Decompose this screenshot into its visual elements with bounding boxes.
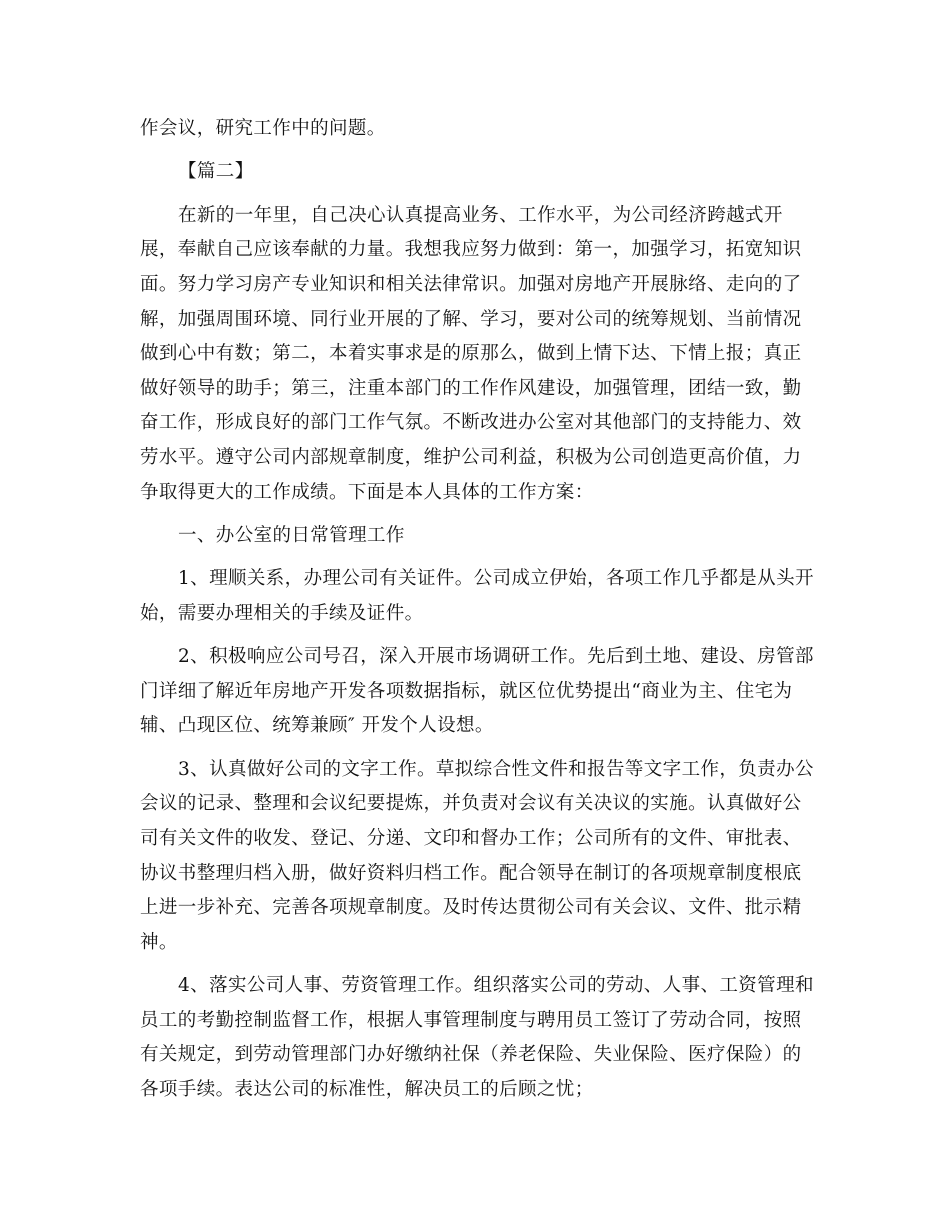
item-1: [140, 562, 812, 631]
text-line: 各项手续。表达公司的标准性，解决员工的后顾之忧；: [140, 1079, 594, 1101]
text-line: 始，需要办理相关的手续及证件。: [140, 602, 424, 624]
text-line: 会议的记录、整理和会议纪要提炼，并负责对会议有关决议的实施。认真做好公: [140, 793, 802, 815]
text-line: 做到心中有数；第二，本着实事求是的原那么，做到上情下达、下情上报；真正: [140, 343, 802, 365]
text-line: 劳水平。遵守公司内部规章制度，维护公司利益，积极为公司创造更高价值，力: [140, 446, 802, 468]
text-line: 员工的考勤控制监督工作，根据人事管理制度与聘用员工签订了劳动合同，按照: [140, 1009, 802, 1031]
text-line: 3、认真做好公司的文字工作。草拟综合性文件和报告等文字工作，负责办公: [178, 758, 814, 780]
text-line: 2、积极响应公司号召，深入开展市场调研工作。先后到土地、建设、房管部: [178, 646, 814, 668]
subheading-office-management: [140, 519, 812, 554]
item-3: [140, 753, 812, 961]
text-line: 4、落实公司人事、劳资管理工作。组织落实公司的劳动、人事、工资管理和: [178, 975, 814, 997]
text-line: 辅、凸现区位、统筹兼顾″ 开发个人设想。: [140, 715, 494, 737]
section-heading: [140, 155, 812, 190]
item-4: [140, 969, 812, 1107]
text-line: 司有关文件的收发、登记、分递、文印和督办工作；公司所有的文件、审批表、: [140, 828, 802, 850]
text-line: 做好领导的助手；第三，注重本部门的工作作风建设，加强管理，团结一致，勤: [140, 377, 802, 399]
text-line: 门详细了解近年房地产开发各项数据指标，就区位优势提出“商业为主、住宅为: [140, 680, 793, 702]
paragraph-continuation: [140, 112, 812, 147]
text-line: 作会议，研究工作中的问题。: [140, 118, 386, 139]
text-line: 争取得更大的工作成绩。下面是本人具体的工作方案：: [140, 481, 594, 503]
item-2: [140, 640, 812, 744]
text-line: 神。: [140, 931, 178, 953]
text-line: 展，奉献自己应该奉献的力量。我想我应努力做到：第一，加强学习，拓宽知识: [140, 239, 802, 261]
subheading-text: 一、办公室的日常管理工作: [178, 524, 405, 546]
text-line: 1、理顺关系，办理公司有关证件。公司成立伊始，各项工作几乎都是从头开: [178, 568, 814, 590]
text-line: 奋工作，形成良好的部门工作气氛。不断改进办公室对其他部门的支持能力、效: [140, 412, 802, 434]
text-line: 有关规定，到劳动管理部门办好缴纳社保（养老保险、失业保险、医疗保险）的: [140, 1044, 802, 1066]
text-line: 协议书整理归档入册，做好资料归档工作。配合领导在制订的各项规章制度根底: [140, 862, 802, 884]
paragraph-intro: [140, 199, 812, 510]
text-line: 在新的一年里，自己决心认真提高业务、工作水平，为公司经济跨越式开: [178, 204, 783, 226]
text-line: 面。努力学习房产专业知识和相关法律常识。加强对房地产开展脉络、走向的了: [140, 273, 802, 295]
section-heading-text: 【篇二】: [178, 161, 254, 183]
document-body: [140, 112, 812, 1116]
text-line: 解，加强周围环境、同行业开展的了解、学习，要对公司的统筹规划、当前情况: [140, 308, 802, 330]
text-line: 上进一步补充、完善各项规章制度。及时传达贯彻公司有关会议、文件、批示精: [140, 897, 802, 919]
